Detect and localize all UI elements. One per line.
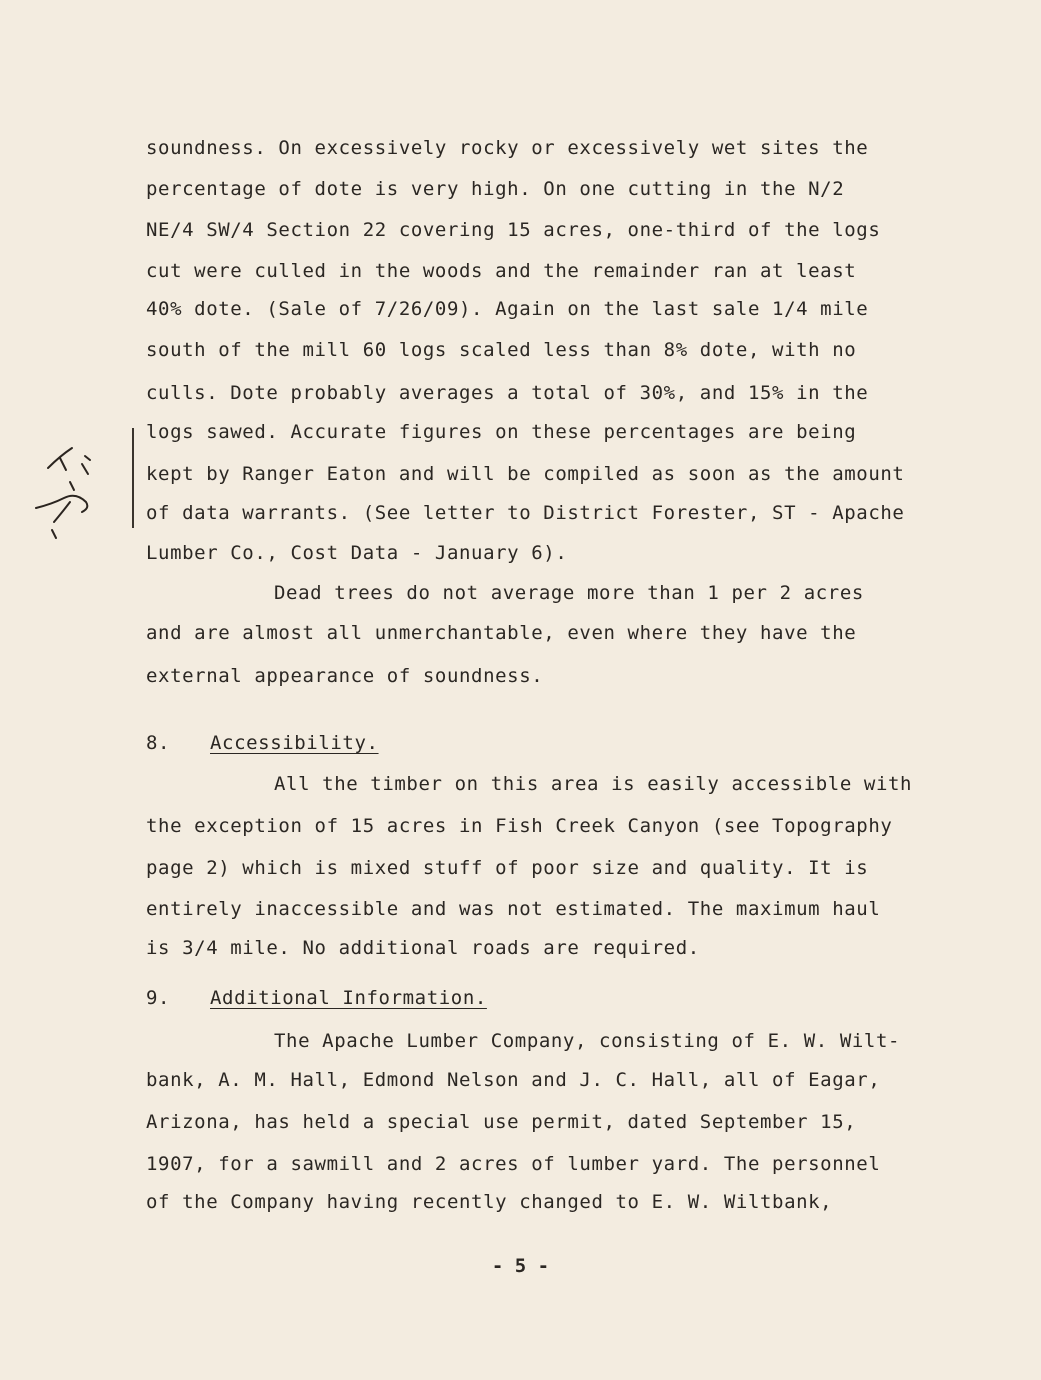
text-line: bank, A. M. Hall, Edmond Nelson and J. C. Hall, all of Eagar, xyxy=(146,1069,881,1091)
text-line: Dead trees do not average more than 1 per 2 acres xyxy=(274,582,864,604)
page-number: - 5 - xyxy=(491,1255,550,1277)
text-line: and are almost all unmerchantable, even where they have the xyxy=(146,622,857,644)
handwritten-check-marks-icon xyxy=(30,430,110,540)
text-line: NE/4 SW/4 Section 22 covering 15 acres, one-third of the logs xyxy=(146,219,881,241)
text-line: logs sawed. Accurate figures on these percentages are being xyxy=(146,421,857,443)
section-title: Accessibility. xyxy=(210,732,379,754)
text-line: cut were culled in the woods and the remainder ran at least xyxy=(146,260,857,282)
text-line: entirely inaccessible and was not estimated. The maximum haul xyxy=(146,898,881,920)
section-number: 9. xyxy=(146,987,171,1009)
section-heading xyxy=(146,987,487,1009)
section-heading xyxy=(146,732,379,754)
text-line: Arizona, has held a special use permit, dated September 15, xyxy=(146,1111,857,1133)
text-line: Lumber Co., Cost Data - January 6). xyxy=(146,542,568,564)
text-line: percentage of dote is very high. On one cutting in the N/2 xyxy=(146,178,845,200)
text-line: culls. Dote probably averages a total of 30%, and 15% in the xyxy=(146,382,869,404)
text-line: 1907, for a sawmill and 2 acres of lumber yard. The personnel xyxy=(146,1153,881,1175)
text-line: The Apache Lumber Company, consisting of E. W. Wilt- xyxy=(274,1030,901,1052)
text-line: All the timber on this area is easily accessible with xyxy=(274,773,913,795)
text-line: is 3/4 mile. No additional roads are required. xyxy=(146,937,700,959)
text-line: page 2) which is mixed stuff of poor size and quality. It is xyxy=(146,857,869,879)
text-line: the exception of 15 acres in Fish Creek Canyon (see Topography xyxy=(146,815,893,837)
text-line: south of the mill 60 logs scaled less than 8% dote, with no xyxy=(146,339,857,361)
text-line: soundness. On excessively rocky or excessively wet sites the xyxy=(146,137,869,159)
text-line: of data warrants. (See letter to District Forester, ST - Apache xyxy=(146,502,905,524)
margin-bar xyxy=(132,428,134,528)
text-line: of the Company having recently changed to E. W. Wiltbank, xyxy=(146,1191,833,1213)
section-title: Additional Information. xyxy=(210,987,487,1009)
text-line: kept by Ranger Eaton and will be compiled as soon as the amount xyxy=(146,463,905,485)
text-line: 40% dote. (Sale of 7/26/09). Again on the last sale 1/4 mile xyxy=(146,298,869,320)
section-number: 8. xyxy=(146,732,171,754)
text-line: external appearance of soundness. xyxy=(146,665,544,687)
